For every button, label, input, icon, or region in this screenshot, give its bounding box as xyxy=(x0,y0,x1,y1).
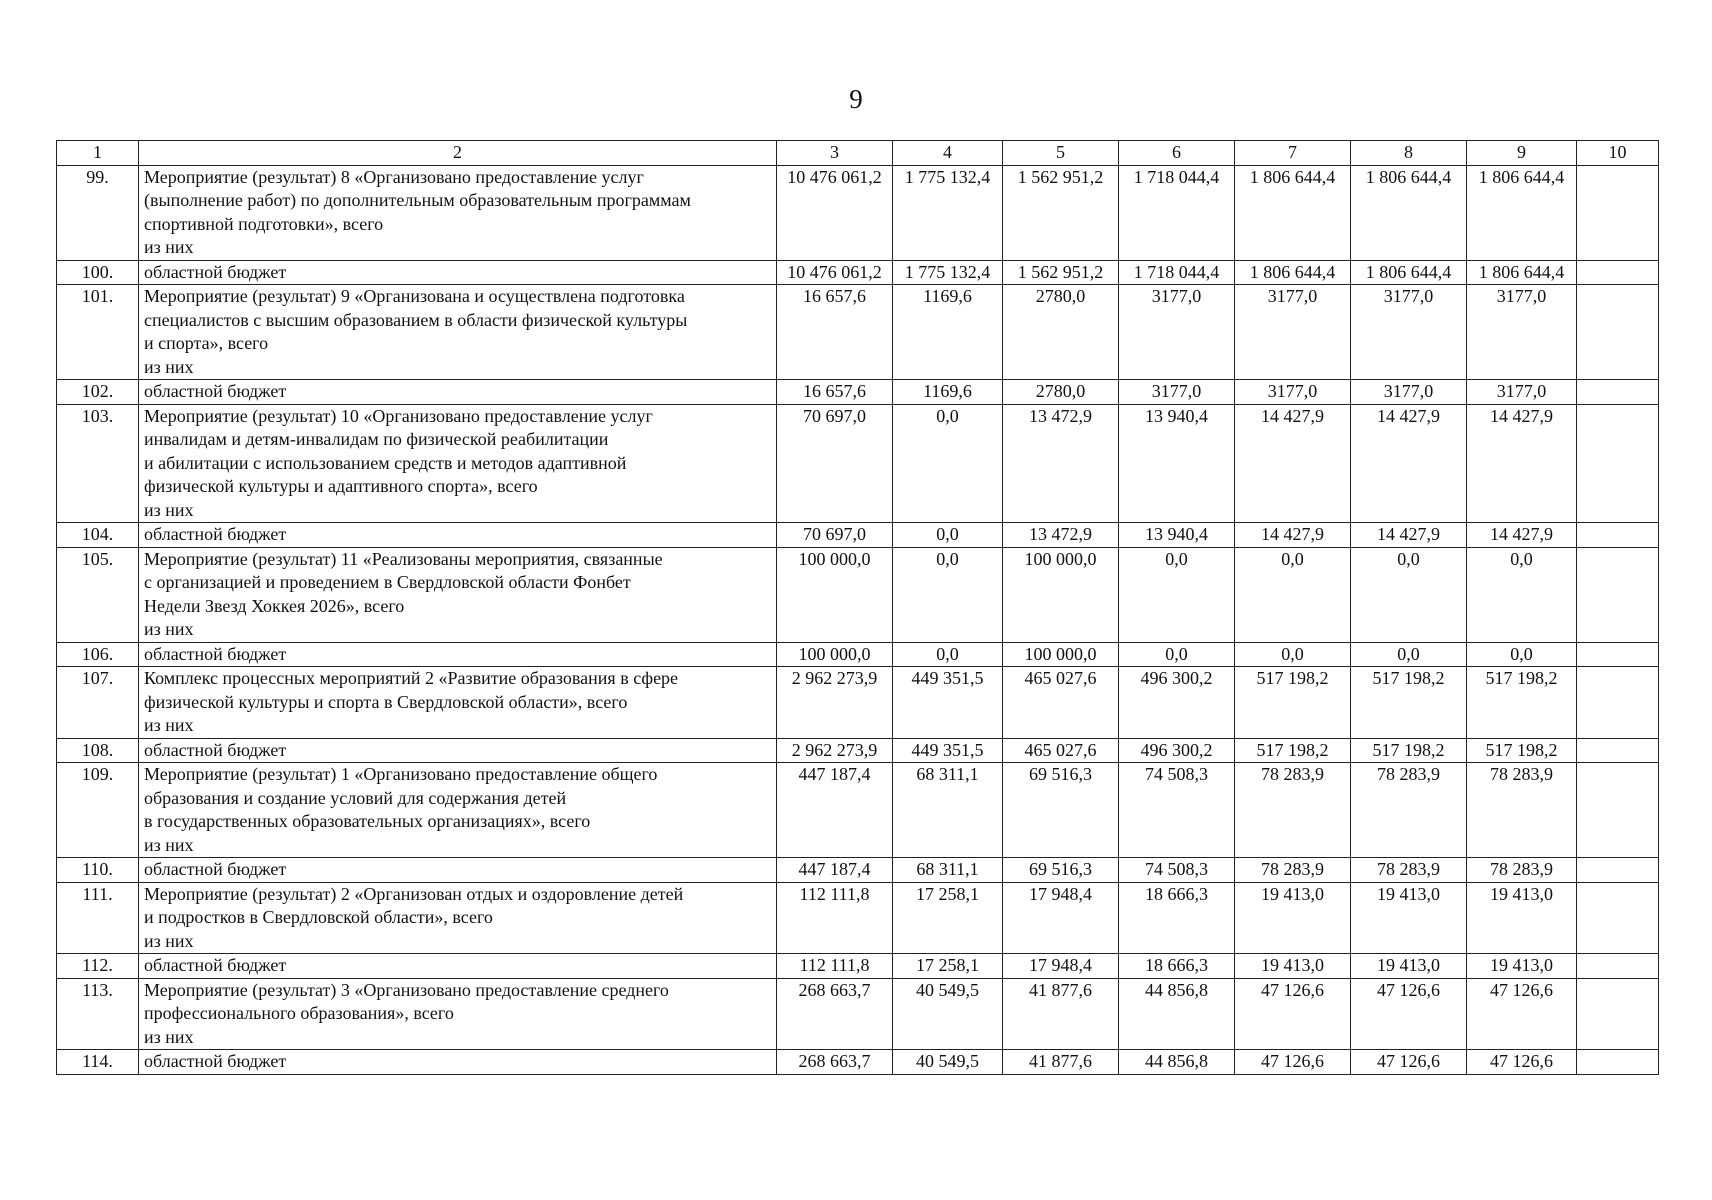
row-name-line: специалистов с высшим образованием в области физической культуры xyxy=(144,309,688,330)
value-cell: 47 126,6 xyxy=(1467,1050,1577,1075)
value-cell: 1169,6 xyxy=(893,285,1003,380)
value-cell: 1169,6 xyxy=(893,380,1003,405)
row-number: 113. xyxy=(57,978,139,1050)
row-name-line: Мероприятие (результат) 10 «Организовано предоставление услуг xyxy=(144,405,653,426)
table-row xyxy=(57,978,1659,1050)
value-cell: 78 283,9 xyxy=(1235,763,1351,858)
table-row xyxy=(57,954,1659,979)
value-cell: 47 126,6 xyxy=(1351,978,1467,1050)
table-row xyxy=(57,1050,1659,1075)
row-name xyxy=(139,858,777,883)
value-cell: 78 283,9 xyxy=(1467,763,1577,858)
row-name-line: Недели Звезд Хоккея 2026», всего xyxy=(144,595,405,616)
value-cell xyxy=(1577,547,1659,642)
value-cell: 13 940,4 xyxy=(1119,404,1235,523)
value-cell: 1 562 951,2 xyxy=(1003,165,1119,260)
row-number: 107. xyxy=(57,667,139,739)
value-cell: 74 508,3 xyxy=(1119,858,1235,883)
value-cell: 40 549,5 xyxy=(893,1050,1003,1075)
row-name-line: профессионального образования», всего xyxy=(144,1003,454,1023)
page-number: 9 xyxy=(849,84,863,114)
value-cell: 10 476 061,2 xyxy=(777,260,893,285)
value-cell: 1 806 644,4 xyxy=(1235,165,1351,260)
value-cell: 10 476 061,2 xyxy=(777,165,893,260)
value-cell: 268 663,7 xyxy=(777,1050,893,1075)
column-header: 7 xyxy=(1235,141,1351,166)
value-cell: 100 000,0 xyxy=(1003,642,1119,667)
column-header: 9 xyxy=(1467,141,1577,166)
value-cell: 0,0 xyxy=(1235,547,1351,642)
table-row xyxy=(57,763,1659,858)
value-cell: 3177,0 xyxy=(1119,380,1235,405)
row-number: 114. xyxy=(57,1050,139,1075)
value-cell: 449 351,5 xyxy=(893,667,1003,739)
row-name-line: из них xyxy=(144,834,194,855)
row-name-line: областной бюджет xyxy=(144,381,287,401)
value-cell: 0,0 xyxy=(1119,547,1235,642)
value-cell: 17 948,4 xyxy=(1003,954,1119,979)
row-name-line: из них xyxy=(144,499,194,520)
value-cell: 41 877,6 xyxy=(1003,978,1119,1050)
value-cell: 100 000,0 xyxy=(1003,547,1119,642)
value-cell xyxy=(1577,523,1659,548)
value-cell: 1 718 044,4 xyxy=(1119,165,1235,260)
value-cell: 465 027,6 xyxy=(1003,738,1119,763)
value-cell: 496 300,2 xyxy=(1119,667,1235,739)
value-cell: 19 413,0 xyxy=(1351,954,1467,979)
value-cell: 78 283,9 xyxy=(1467,858,1577,883)
row-number: 99. xyxy=(57,165,139,260)
value-cell: 17 948,4 xyxy=(1003,882,1119,954)
table-row xyxy=(57,285,1659,380)
row-name xyxy=(139,978,777,1050)
row-number: 105. xyxy=(57,547,139,642)
value-cell: 1 775 132,4 xyxy=(893,165,1003,260)
table-body xyxy=(57,141,1659,1075)
value-cell: 3177,0 xyxy=(1467,285,1577,380)
value-cell: 44 856,8 xyxy=(1119,978,1235,1050)
table-row xyxy=(57,882,1659,954)
row-name-line: Мероприятие (результат) 1 «Организовано предоставление общего xyxy=(144,764,658,784)
column-header: 10 xyxy=(1577,141,1659,166)
column-header: 3 xyxy=(777,141,893,166)
row-name-line: Мероприятие (результат) 11 «Реализованы мероприятия, связанные xyxy=(144,548,663,569)
row-name-line: спортивной подготовки», всего xyxy=(144,213,384,234)
value-cell: 14 427,9 xyxy=(1351,404,1467,523)
value-cell: 3177,0 xyxy=(1119,285,1235,380)
value-cell: 69 516,3 xyxy=(1003,763,1119,858)
value-cell: 16 657,6 xyxy=(777,285,893,380)
value-cell xyxy=(1577,165,1659,260)
value-cell: 47 126,6 xyxy=(1235,1050,1351,1075)
value-cell: 3177,0 xyxy=(1351,380,1467,405)
table-row xyxy=(57,380,1659,405)
table-row xyxy=(57,523,1659,548)
row-name-line: инвалидам и детям-инвалидам по физической реабилитации xyxy=(144,429,609,449)
value-cell: 44 856,8 xyxy=(1119,1050,1235,1075)
value-cell xyxy=(1577,763,1659,858)
row-name xyxy=(139,547,777,642)
row-name-line: образования и создание условий для содержания детей xyxy=(144,787,567,808)
table-row xyxy=(57,404,1659,523)
value-cell xyxy=(1577,1050,1659,1075)
value-cell: 1 775 132,4 xyxy=(893,260,1003,285)
value-cell xyxy=(1577,667,1659,739)
value-cell: 0,0 xyxy=(1467,642,1577,667)
value-cell: 70 697,0 xyxy=(777,404,893,523)
value-cell: 1 806 644,4 xyxy=(1235,260,1351,285)
value-cell xyxy=(1577,882,1659,954)
value-cell: 517 198,2 xyxy=(1235,667,1351,739)
row-number: 112. xyxy=(57,954,139,979)
row-name xyxy=(139,763,777,858)
value-cell: 0,0 xyxy=(893,547,1003,642)
value-cell: 78 283,9 xyxy=(1351,858,1467,883)
row-name xyxy=(139,380,777,405)
row-number: 110. xyxy=(57,858,139,883)
row-name-line: из них xyxy=(144,356,194,377)
row-name xyxy=(139,667,777,739)
value-cell: 0,0 xyxy=(1351,547,1467,642)
value-cell: 68 311,1 xyxy=(893,763,1003,858)
column-header: 6 xyxy=(1119,141,1235,166)
value-cell: 449 351,5 xyxy=(893,738,1003,763)
value-cell: 14 427,9 xyxy=(1467,523,1577,548)
value-cell: 0,0 xyxy=(893,523,1003,548)
value-cell: 1 806 644,4 xyxy=(1467,260,1577,285)
value-cell: 112 111,8 xyxy=(777,954,893,979)
row-name-line: областной бюджет xyxy=(144,859,287,879)
row-name-line: областной бюджет xyxy=(144,955,287,975)
value-cell xyxy=(1577,404,1659,523)
value-cell: 100 000,0 xyxy=(777,642,893,667)
row-name xyxy=(139,165,777,260)
value-cell: 14 427,9 xyxy=(1351,523,1467,548)
value-cell: 18 666,3 xyxy=(1119,882,1235,954)
value-cell: 19 413,0 xyxy=(1235,954,1351,979)
value-cell xyxy=(1577,978,1659,1050)
row-number: 100. xyxy=(57,260,139,285)
value-cell: 517 198,2 xyxy=(1467,667,1577,739)
value-cell: 2 962 273,9 xyxy=(777,738,893,763)
value-cell: 47 126,6 xyxy=(1235,978,1351,1050)
row-name-line: областной бюджет xyxy=(144,643,287,664)
row-number: 108. xyxy=(57,738,139,763)
row-name-line: из них xyxy=(144,619,194,639)
value-cell: 465 027,6 xyxy=(1003,667,1119,739)
value-cell: 40 549,5 xyxy=(893,978,1003,1050)
row-name-line: областной бюджет xyxy=(144,524,287,544)
value-cell: 0,0 xyxy=(893,642,1003,667)
column-header: 5 xyxy=(1003,141,1119,166)
row-number: 111. xyxy=(57,882,139,954)
value-cell: 0,0 xyxy=(1351,642,1467,667)
row-name-line: Комплекс процессных мероприятий 2 «Развитие образования в сфере xyxy=(144,668,679,688)
row-name-line: из них xyxy=(144,1026,194,1047)
row-name-line: (выполнение работ) по дополнительным образовательным программам xyxy=(144,190,691,210)
row-name xyxy=(139,954,777,979)
table-row xyxy=(57,667,1659,739)
row-number: 102. xyxy=(57,380,139,405)
table-row xyxy=(57,738,1659,763)
table-row xyxy=(57,547,1659,642)
value-cell: 19 413,0 xyxy=(1467,882,1577,954)
row-name xyxy=(139,260,777,285)
value-cell xyxy=(1577,858,1659,883)
value-cell: 18 666,3 xyxy=(1119,954,1235,979)
row-name xyxy=(139,882,777,954)
table-row xyxy=(57,642,1659,667)
row-number: 103. xyxy=(57,404,139,523)
row-number: 109. xyxy=(57,763,139,858)
value-cell: 517 198,2 xyxy=(1235,738,1351,763)
row-name-line: физической культуры и спорта в Свердловской области», всего xyxy=(144,691,628,712)
row-name-line: из них xyxy=(144,715,194,735)
table-row xyxy=(57,165,1659,260)
row-name-line: из них xyxy=(144,930,194,951)
value-cell xyxy=(1577,954,1659,979)
value-cell: 3177,0 xyxy=(1467,380,1577,405)
value-cell: 19 413,0 xyxy=(1235,882,1351,954)
value-cell: 1 806 644,4 xyxy=(1467,165,1577,260)
value-cell: 517 198,2 xyxy=(1351,667,1467,739)
value-cell: 517 198,2 xyxy=(1467,738,1577,763)
row-name-line: и подростков в Свердловской области», всего xyxy=(144,907,493,927)
value-cell: 112 111,8 xyxy=(777,882,893,954)
value-cell: 1 806 644,4 xyxy=(1351,260,1467,285)
value-cell: 78 283,9 xyxy=(1235,858,1351,883)
row-name-line: физической культуры и адаптивного спорта», всего xyxy=(144,476,538,496)
row-name-line: Мероприятие (результат) 8 «Организовано предоставление услуг xyxy=(144,166,644,187)
value-cell: 2 962 273,9 xyxy=(777,667,893,739)
row-name xyxy=(139,523,777,548)
value-cell: 447 187,4 xyxy=(777,763,893,858)
value-cell: 47 126,6 xyxy=(1351,1050,1467,1075)
column-header: 8 xyxy=(1351,141,1467,166)
row-name xyxy=(139,738,777,763)
row-name-line: из них xyxy=(144,237,194,257)
value-cell: 17 258,1 xyxy=(893,882,1003,954)
value-cell: 447 187,4 xyxy=(777,858,893,883)
value-cell: 14 427,9 xyxy=(1467,404,1577,523)
column-header: 2 xyxy=(139,141,777,166)
value-cell: 78 283,9 xyxy=(1351,763,1467,858)
value-cell: 3177,0 xyxy=(1235,380,1351,405)
table-row xyxy=(57,260,1659,285)
row-name-line: областной бюджет xyxy=(144,1051,287,1071)
value-cell: 13 940,4 xyxy=(1119,523,1235,548)
value-cell: 69 516,3 xyxy=(1003,858,1119,883)
column-number-row xyxy=(57,141,1659,166)
value-cell: 41 877,6 xyxy=(1003,1050,1119,1075)
row-name-line: областной бюджет xyxy=(144,261,287,282)
value-cell: 2780,0 xyxy=(1003,380,1119,405)
value-cell: 74 508,3 xyxy=(1119,763,1235,858)
value-cell: 517 198,2 xyxy=(1351,738,1467,763)
value-cell: 47 126,6 xyxy=(1467,978,1577,1050)
value-cell xyxy=(1577,380,1659,405)
value-cell: 268 663,7 xyxy=(777,978,893,1050)
value-cell: 0,0 xyxy=(893,404,1003,523)
value-cell: 1 806 644,4 xyxy=(1351,165,1467,260)
value-cell: 0,0 xyxy=(1467,547,1577,642)
value-cell: 14 427,9 xyxy=(1235,404,1351,523)
value-cell: 100 000,0 xyxy=(777,547,893,642)
table-row xyxy=(57,858,1659,883)
value-cell: 2780,0 xyxy=(1003,285,1119,380)
row-number: 106. xyxy=(57,642,139,667)
value-cell: 1 562 951,2 xyxy=(1003,260,1119,285)
row-name-line: Мероприятие (результат) 2 «Организован отдых и оздоровление детей xyxy=(144,883,684,904)
row-name-line: в государственных образовательных организациях», всего xyxy=(144,811,591,831)
row-name-line: Мероприятие (результат) 9 «Организована и осуществлена подготовка xyxy=(144,286,685,306)
value-cell: 13 472,9 xyxy=(1003,404,1119,523)
value-cell: 13 472,9 xyxy=(1003,523,1119,548)
value-cell: 0,0 xyxy=(1119,642,1235,667)
row-name xyxy=(139,404,777,523)
row-number: 104. xyxy=(57,523,139,548)
value-cell: 19 413,0 xyxy=(1467,954,1577,979)
value-cell: 0,0 xyxy=(1235,642,1351,667)
value-cell: 496 300,2 xyxy=(1119,738,1235,763)
value-cell: 3177,0 xyxy=(1351,285,1467,380)
row-name xyxy=(139,285,777,380)
value-cell: 16 657,6 xyxy=(777,380,893,405)
value-cell: 68 311,1 xyxy=(893,858,1003,883)
value-cell: 14 427,9 xyxy=(1235,523,1351,548)
value-cell: 17 258,1 xyxy=(893,954,1003,979)
value-cell: 70 697,0 xyxy=(777,523,893,548)
row-number: 101. xyxy=(57,285,139,380)
row-name-line: и абилитации с использованием средств и методов адаптивной xyxy=(144,452,627,473)
value-cell xyxy=(1577,642,1659,667)
row-name-line: и спорта», всего xyxy=(144,333,269,353)
column-header: 1 xyxy=(57,141,139,166)
value-cell: 3177,0 xyxy=(1235,285,1351,380)
row-name-line: с организацией и проведением в Свердловской области Фонбет xyxy=(144,572,631,592)
budget-table xyxy=(56,140,1659,1075)
value-cell xyxy=(1577,260,1659,285)
column-header: 4 xyxy=(893,141,1003,166)
row-name xyxy=(139,1050,777,1075)
row-name-line: областной бюджет xyxy=(144,739,287,760)
value-cell xyxy=(1577,285,1659,380)
value-cell: 1 718 044,4 xyxy=(1119,260,1235,285)
row-name xyxy=(139,642,777,667)
value-cell xyxy=(1577,738,1659,763)
row-name-line: Мероприятие (результат) 3 «Организовано предоставление среднего xyxy=(144,979,669,1000)
value-cell: 19 413,0 xyxy=(1351,882,1467,954)
